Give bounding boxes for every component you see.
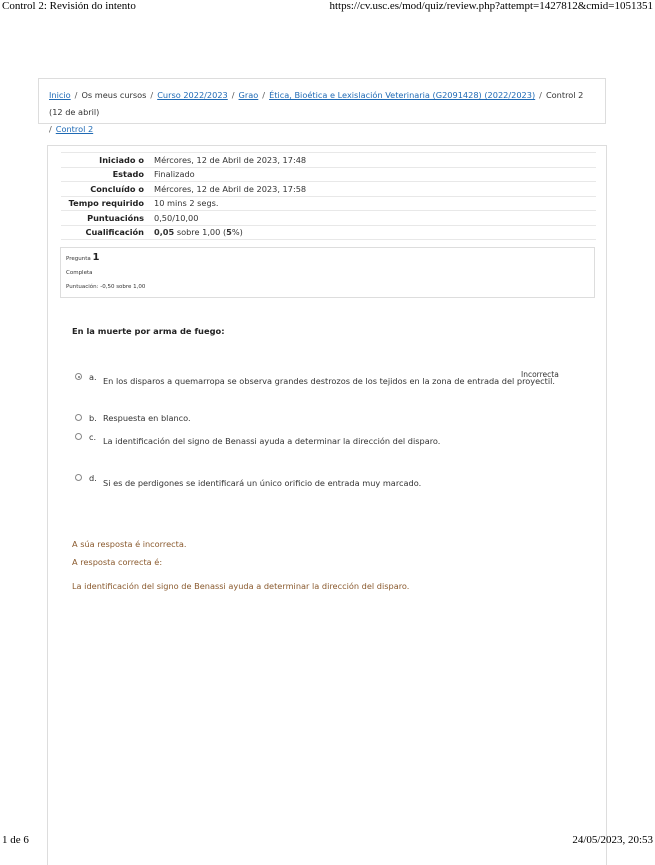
breadcrumb-section: Control 2 (12 de abril) (49, 90, 584, 117)
summary-label: Tempo requirido (61, 196, 150, 211)
summary-label: Puntuacións (61, 211, 150, 226)
answer-letter: d. (89, 473, 97, 483)
question-info (60, 247, 595, 298)
summary-row-grade (61, 225, 596, 240)
summary-value: Finalizado (150, 167, 596, 182)
print-footer (0, 832, 655, 846)
answer-text: Si es de perdigones se identificará un único orificio de entrada muy marcado. (103, 478, 422, 488)
feedback-correct-label: A resposta correcta é: (72, 557, 163, 567)
question-text: En la muerte por arma de fuego: (72, 326, 225, 336)
answer-letter: b. (89, 413, 97, 423)
summary-label: Iniciado o (61, 153, 150, 168)
feedback-incorrect: A súa resposta é incorrecta. (72, 539, 187, 549)
summary-value: Mércores, 12 de Abril de 2023, 17:58 (150, 182, 596, 197)
breadcrumb-quiz-link[interactable]: Control 2 (55, 124, 94, 134)
summary-row-completed (61, 182, 596, 197)
breadcrumb-course-link[interactable]: Ética, Bioética e Lexislación Veterinaria (G2091428) (2022/2023) (269, 90, 536, 100)
summary-row-time (61, 196, 596, 211)
summary-value: 0,50/10,00 (150, 211, 596, 226)
answer-text: Respuesta en blanco. (103, 413, 191, 423)
question-number: Pregunta 1 (66, 252, 100, 263)
breadcrumb-home-link[interactable]: Inicio (49, 90, 71, 100)
breadcrumb: Inicio / Os meus cursos / Curso 2022/2023 / Grao / Ética, Bioética e Lexislación Veterinaria (G2091428) (2022/2023) / Control 2 (12 de abril) / Control 2 (38, 78, 606, 124)
summary-label: Cualificación (61, 225, 150, 240)
summary-row-state (61, 167, 596, 182)
radio-checked-icon[interactable] (75, 373, 82, 380)
breadcrumb-degree-link[interactable]: Grao (238, 90, 259, 100)
summary-label: Estado (61, 167, 150, 182)
page-number: 1 de 6 (2, 834, 29, 846)
summary-value: Mércores, 12 de Abril de 2023, 17:48 (150, 153, 596, 168)
answer-letter: c. (89, 432, 97, 442)
breadcrumb-my-courses: Os meus cursos (81, 90, 147, 100)
print-datetime: 24/05/2023, 20:53 (572, 834, 653, 846)
summary-grade-value: 0,05 sobre 1,00 (5%) (150, 225, 596, 240)
summary-label: Concluído o (61, 182, 150, 197)
radio-icon[interactable] (75, 474, 82, 481)
answer-text: La identificación del signo de Benassi ayuda a determinar la dirección del disparo. (103, 436, 441, 446)
radio-icon[interactable] (75, 433, 82, 440)
summary-row-started (61, 153, 596, 168)
attempt-summary (61, 152, 596, 240)
feedback-correct-answer: La identificación del signo de Benassi ayuda a determinar la dirección del disparo. (72, 581, 410, 591)
print-header-title: Control 2: Revisión do intento (2, 0, 136, 12)
radio-icon[interactable] (75, 414, 82, 421)
print-header-url: https://cv.usc.es/mod/quiz/review.php?attempt=1427812&cmid=1051351 (329, 0, 653, 12)
breadcrumb-year-link[interactable]: Curso 2022/2023 (157, 90, 228, 100)
answer-feedback-incorrect: Incorrecta (521, 370, 559, 379)
answer-letter: a. (89, 372, 97, 382)
print-header (0, 0, 655, 14)
question-grade: Puntuación: -0,50 sobre 1,00 (66, 284, 146, 290)
answer-text: En los disparos a quemarropa se observa grandes destrozos de los tejidos en la zona de entrada del proyectil. (103, 376, 556, 386)
summary-row-marks (61, 211, 596, 226)
question-state: Completa (66, 270, 93, 276)
summary-value: 10 mins 2 segs. (150, 196, 596, 211)
